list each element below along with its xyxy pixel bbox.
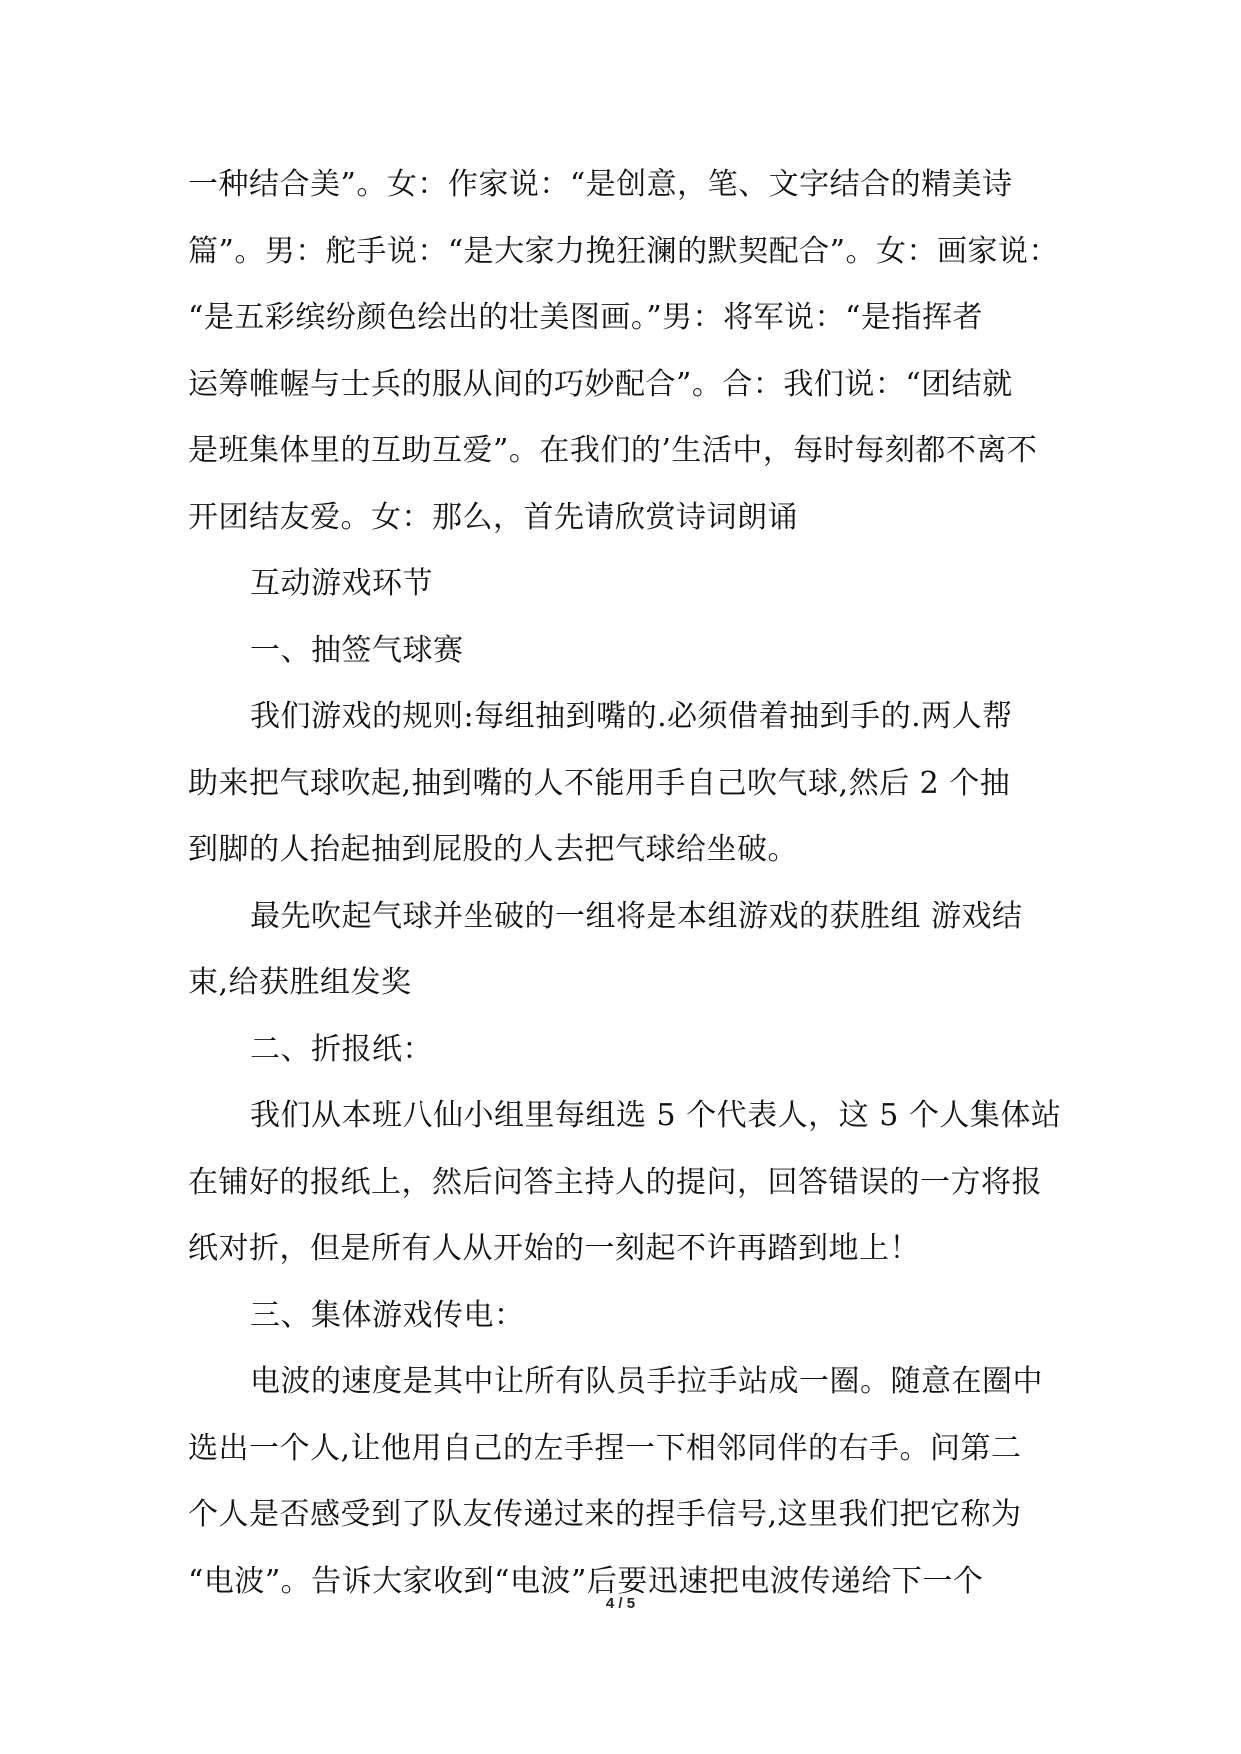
text-line: 运筹帷幄与士兵的服从间的巧妙配合”。合：我们说：“团结就 [188,366,1013,402]
text-line: 个人是否感受到了队友传递过来的捏手信号,这里我们把它称为 [188,1497,1022,1532]
text-line: 纸对折，但是所有人从开始的一刻起不许再踏到地上！ [188,1231,920,1266]
text-line: “电波”。告诉大家收到“电波”后要迅速把电波传递给下一个 [188,1563,984,1599]
text-line: 最先吹起气球并坐破的一组将是本组游戏的获胜组 游戏结 [250,898,1023,934]
section-heading: 三、集体游戏传电： [250,1297,525,1333]
text-line: 在铺好的报纸上，然后问答主持人的提问，回答错误的一方将报 [188,1164,1042,1200]
section-heading: 二、折报纸： [250,1031,433,1067]
text-line: “是五彩缤纷颜色绘出的壮美图画。”男：将军说：“是指挥者 [188,300,984,335]
text-line: 电波的速度是其中让所有队员手拉手站成一圈。随意在圈中 [250,1364,1043,1399]
text-line: 束,给获胜组发奖 [188,965,412,1000]
body-text [188,152,1068,1615]
text-line: 我们游戏的规则:每组抽到嘴的.必须借着抽到手的.两人帮 [250,699,1013,734]
text-line: 是班集体里的互助互爱”。在我们的’生活中，每时每刻都不离不 [188,433,1038,468]
section-heading: 互动游戏环节 [250,566,433,601]
text-line: 我们从本班八仙小组里每组选 5 个代表人，这 5 个人集体站 [250,1098,1062,1133]
section-heading: 一、抽签气球赛 [250,632,464,668]
text-line: 助来把气球吹起,抽到嘴的人不能用手自己吹气球,然后 2 个抽 [188,765,1011,801]
text-line: 开团结友爱。女：那么，首先请欣赏诗词朗诵 [188,499,798,535]
text-line: 到脚的人抬起抽到屁股的人去把气球给坐破。 [188,832,798,867]
text-line: 一种结合美”。女：作家说：“是创意，笔、文字结合的精美诗 [188,167,1013,202]
text-line: 选出一个人,让他用自己的左手捏一下相邻同伴的右手。问第二 [188,1430,1022,1466]
text-line: 篇”。男：舵手说：“是大家力挽狂澜的默契配合”。女：画家说： [188,233,1060,269]
page-number: 4 / 5 [605,1595,636,1612]
